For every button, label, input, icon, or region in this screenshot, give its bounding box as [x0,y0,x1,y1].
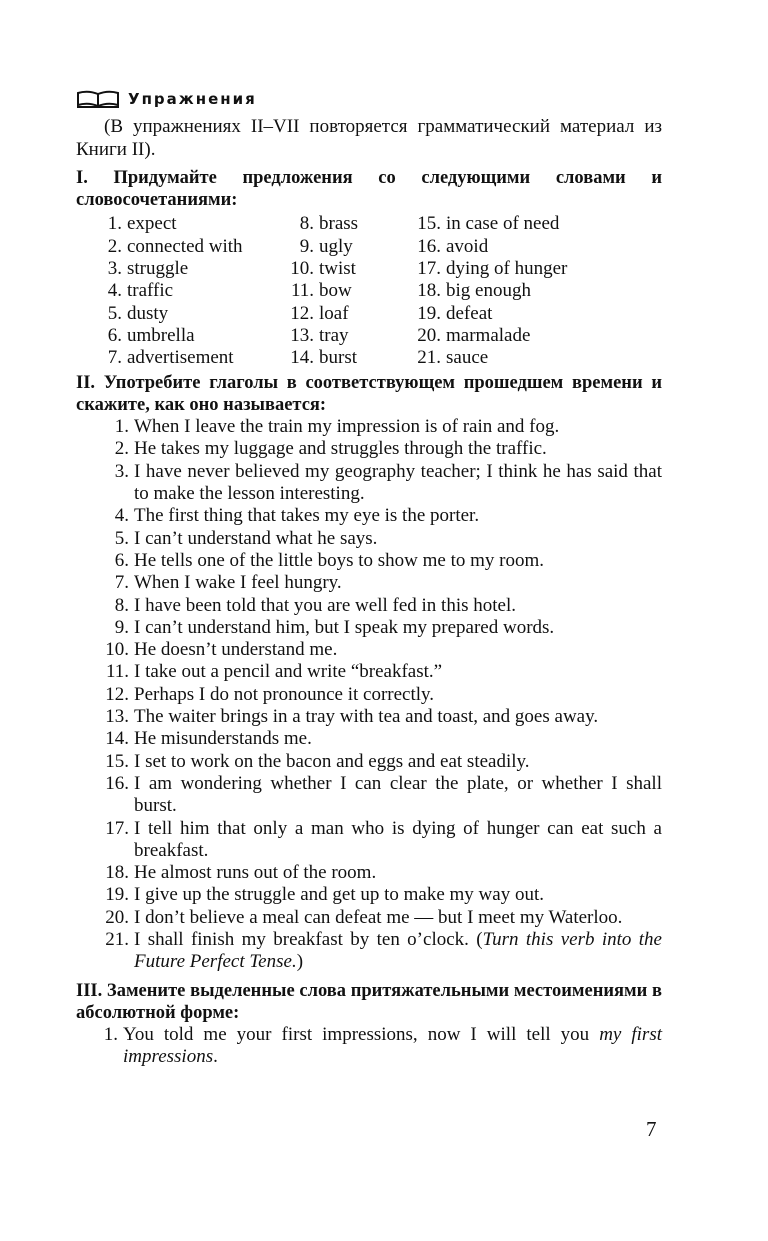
item-number: 15. [105,750,129,772]
item-text: I give up the struggle and get up to make my way out. [134,884,544,906]
item-text: When I wake I feel hungry. [134,572,342,594]
item-text: I can’t understand him, but I speak my prepared words. [134,616,555,638]
item-text-main: You told me your first impressions, now I will tell you [123,1024,600,1046]
item-number: 10. [290,258,314,280]
exercise-2-item-21 [76,929,662,974]
vocabulary-item [76,325,276,347]
list-item [76,862,662,884]
item-number: 18. [417,280,441,302]
item-text: burst [319,347,357,369]
item-number: 5. [107,302,122,324]
item-text: big enough [446,280,531,302]
item-number: 12. [290,302,314,324]
list-item [76,416,662,438]
vocabulary-item [276,236,411,258]
list-item [76,773,662,818]
item-text: sauce [446,347,489,369]
item-text: traffic [127,280,174,302]
vocabulary-item [276,280,411,302]
item-text: tray [319,324,349,346]
item-text: umbrella [127,324,195,346]
item-text: Perhaps I do not pronounce it correctly. [134,683,435,705]
vocabulary-column-1 [76,213,276,369]
exercise-1-title: I. Придумайте предложения со следующими словами и словосочетаниями: [76,167,662,211]
item-number: 20. [417,324,441,346]
item-number: 6. [114,549,129,571]
vocabulary-item [411,325,611,347]
vocabulary-item [76,347,276,369]
item-number: 14. [290,347,314,369]
item-number: 14. [105,728,129,750]
list-item [76,884,662,906]
item-number: 9. [114,616,129,638]
item-number: 19. [105,884,129,906]
page-content [76,88,662,1069]
vocabulary-column-2 [276,213,411,369]
vocabulary-item [76,303,276,325]
list-item [76,528,662,550]
exercise-2-list [76,416,662,929]
item-text: brass [319,213,359,235]
vocabulary-item [276,213,411,235]
list-item [76,617,662,639]
item-number: 1. [114,416,129,438]
item-text: expect [127,213,177,235]
vocabulary-column-3 [411,213,611,369]
list-item [76,907,662,929]
item-text [134,929,662,974]
item-text: struggle [127,258,189,280]
list-item [76,728,662,750]
item-number: 4. [107,280,122,302]
item-text-end: . [213,1046,218,1068]
intro-note: (В упражнениях II–VII повторяется грамматический материал из Книги II). [76,116,662,160]
item-text: When I leave the train my impression is of rain and fog. [134,416,560,438]
vocabulary-item [76,236,276,258]
list-item [76,684,662,706]
vocabulary-item [276,258,411,280]
item-text: I am wondering whether I can clear the plate, or whether I shall burst. [134,772,662,817]
item-text: I don’t believe a meal can defeat me — but I meet my Waterloo. [134,906,623,928]
item-number: 15. [417,213,441,235]
list-item [76,751,662,773]
item-number: 3. [107,258,122,280]
item-text: twist [319,258,356,280]
item-text: marmalade [446,324,531,346]
item-number: 3. [114,460,129,482]
list-item [76,505,662,527]
item-text: I take out a pencil and write “breakfast.” [134,661,443,683]
list-item [76,438,662,460]
item-text: I have been told that you are well fed in this hotel. [134,594,516,616]
item-number: 2. [114,438,129,460]
item-text: bow [319,280,352,302]
exercises-heading [76,88,662,110]
item-text: He takes my luggage and struggles through the traffic. [134,438,547,460]
vocabulary-item [276,303,411,325]
item-number: 18. [105,862,129,884]
item-text: loaf [319,302,349,324]
item-number: 16. [105,772,129,794]
item-number: 2. [107,235,122,257]
vocabulary-item [76,258,276,280]
list-item [76,572,662,594]
item-text: dusty [127,302,169,324]
exercises-title: Упражнения [128,90,257,108]
vocabulary-item [276,325,411,347]
item-number: 8. [114,594,129,616]
item-number: 1. [107,213,122,235]
item-number: 7. [107,347,122,369]
item-text: I tell him that only a man who is dying of hunger can eat such a breakfast. [134,817,662,861]
item-text: He doesn’t understand me. [134,639,338,661]
item-number: 13. [105,706,129,728]
item-text: connected with [127,235,243,257]
item-number: 11. [290,280,314,302]
item-text-italic: Turn this verb into the Future Perfect Tense. [134,928,662,973]
item-text-end: ) [296,951,304,973]
item-text: I set to work on the bacon and eggs and eat steadily. [134,750,530,772]
item-number: 1. [103,1024,118,1046]
item-text [123,1024,662,1069]
vocabulary-list [76,213,662,369]
vocabulary-item [411,347,611,369]
item-number: 19. [417,302,441,324]
list-item [76,461,662,506]
item-number: 17. [417,258,441,280]
item-number: 8. [299,213,314,235]
item-number: 9. [299,235,314,257]
list-item [76,661,662,683]
item-text: defeat [446,302,493,324]
item-number: 11. [105,661,129,683]
list-item [76,929,662,974]
vocabulary-item [411,280,611,302]
vocabulary-item [411,236,611,258]
item-text: ugly [319,235,353,257]
item-text: avoid [446,235,489,257]
exercise-2-title: II. Употребите глаголы в соответствующем прошедшем времени и скажите, как оно называется: [76,372,662,415]
item-number: 6. [107,324,122,346]
list-item [76,1024,662,1069]
item-number: 7. [114,572,129,594]
item-text: in case of need [446,213,560,235]
item-number: 13. [290,324,314,346]
vocabulary-item [76,213,276,235]
vocabulary-item [411,213,611,235]
item-number: 20. [105,906,129,928]
item-number: 5. [114,527,129,549]
item-number: 21. [105,928,129,950]
item-text: The waiter brings in a tray with tea and toast, and goes away. [134,706,599,728]
item-text: I can’t understand what he says. [134,527,378,549]
item-number: 16. [417,235,441,257]
vocabulary-item [411,303,611,325]
vocabulary-item [411,258,611,280]
list-item [76,550,662,572]
exercise-3-list [76,1024,662,1069]
item-number: 21. [417,347,441,369]
vocabulary-item [76,280,276,302]
list-item [76,706,662,728]
item-text: The first thing that takes my eye is the porter. [134,505,480,527]
item-number: 4. [114,505,129,527]
item-text: advertisement [127,347,234,369]
open-book-icon [76,89,120,109]
page-number: 7 [646,1117,657,1141]
exercise-3-title: III. Замените выделенные слова притяжательными местоимениями в абсолютной форме: [76,980,662,1023]
item-text: He almost runs out of the room. [134,862,377,884]
list-item [76,818,662,863]
item-text: I have never believed my geography teacher; I think he has said that to make the lesson interesting. [134,460,662,505]
item-text-italic: my first impressions [123,1024,662,1068]
item-text: dying of hunger [446,258,568,280]
list-item [76,595,662,617]
item-number: 17. [105,817,129,839]
item-text: He tells one of the little boys to show me to my room. [134,549,545,571]
list-item [76,639,662,661]
item-number: 12. [105,683,129,705]
item-text-main: I shall finish my breakfast by ten o’clock. ( [134,928,483,950]
item-text: He misunderstands me. [134,728,312,750]
item-number: 10. [105,639,129,661]
vocabulary-item [276,347,411,369]
